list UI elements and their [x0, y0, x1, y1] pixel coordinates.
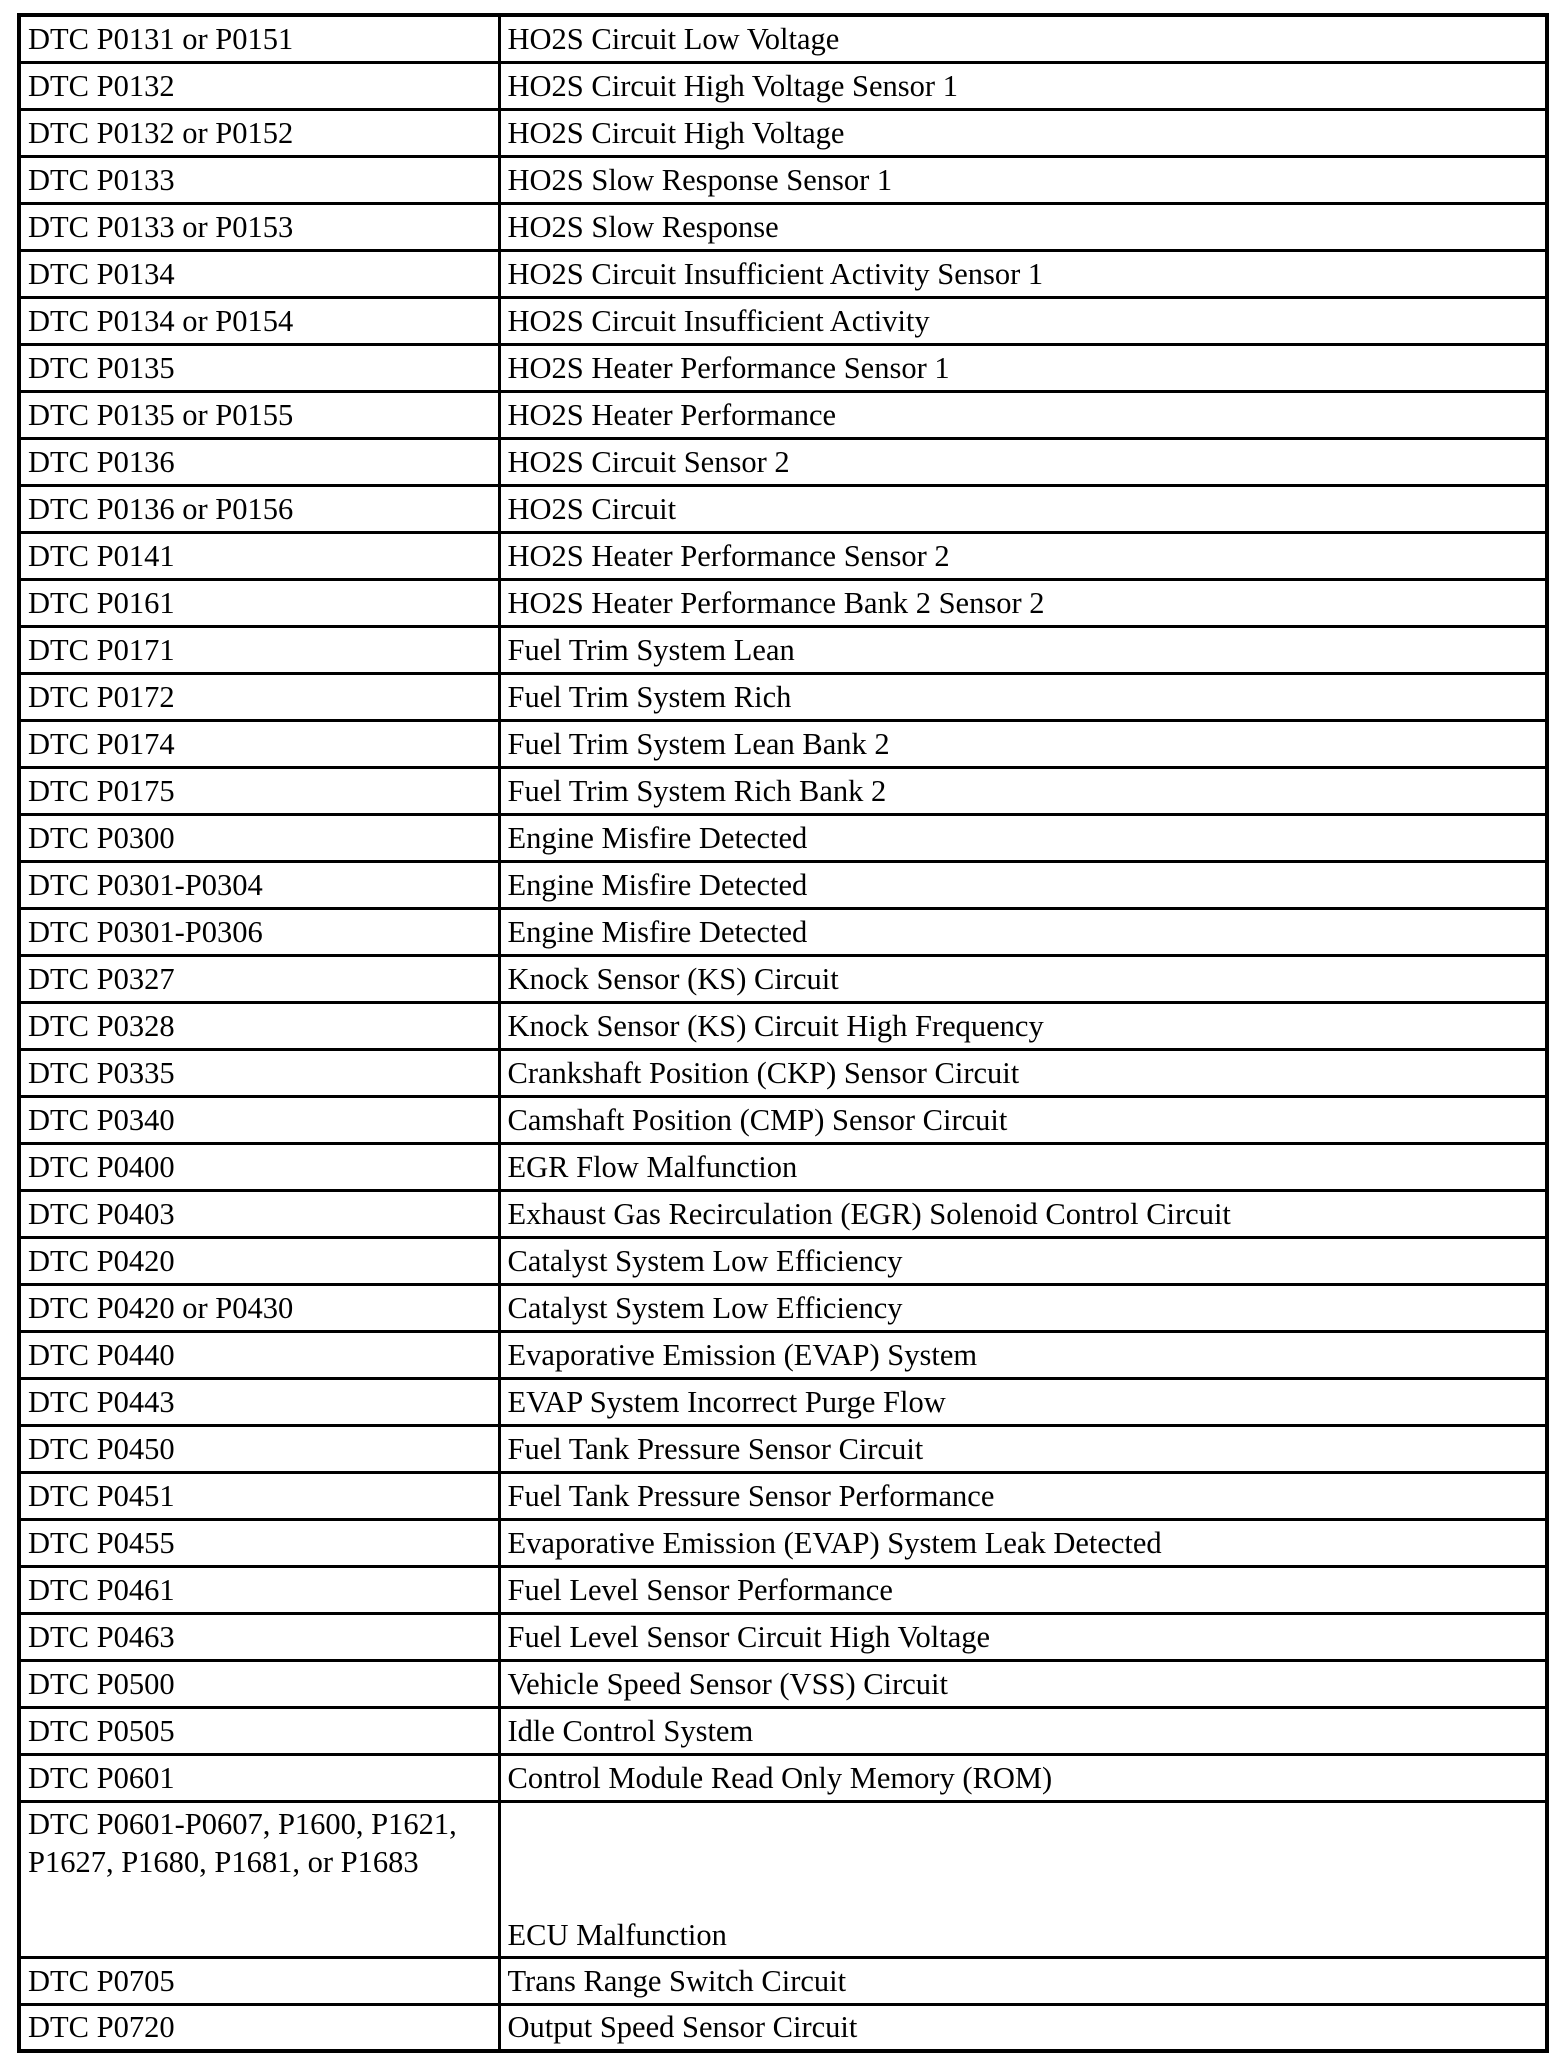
table-row: [19, 673, 1547, 720]
dtc-code-cell: DTC P0451: [19, 1472, 499, 1519]
dtc-description-cell: Vehicle Speed Sensor (VSS) Circuit: [499, 1660, 1547, 1707]
dtc-description-cell: Output Speed Sensor Circuit: [499, 2004, 1547, 2051]
dtc-description-cell: EVAP System Incorrect Purge Flow: [499, 1378, 1547, 1425]
dtc-description-cell: HO2S Slow Response: [499, 203, 1547, 250]
dtc-code-cell: DTC P0135 or P0155: [19, 391, 499, 438]
dtc-code-cell: DTC P0134 or P0154: [19, 297, 499, 344]
table-row: [19, 1096, 1547, 1143]
dtc-code-cell: DTC P0601-P0607, P1600, P1621, P1627, P1680, P1681, or P1683: [19, 1801, 499, 1957]
dtc-code-cell: DTC P0601: [19, 1754, 499, 1801]
dtc-description-cell: EGR Flow Malfunction: [499, 1143, 1547, 1190]
dtc-code-cell: DTC P0133: [19, 156, 499, 203]
dtc-code-cell: DTC P0461: [19, 1566, 499, 1613]
table-row: [19, 532, 1547, 579]
table-row: [19, 908, 1547, 955]
dtc-code-cell: DTC P0136 or P0156: [19, 485, 499, 532]
table-row: [19, 438, 1547, 485]
table-row: [19, 1190, 1547, 1237]
dtc-description-cell: Idle Control System: [499, 1707, 1547, 1754]
dtc-description-cell: HO2S Circuit High Voltage Sensor 1: [499, 62, 1547, 109]
dtc-description-cell: HO2S Circuit: [499, 485, 1547, 532]
table-row: [19, 1613, 1547, 1660]
dtc-code-cell: DTC P0327: [19, 955, 499, 1002]
table-row: [19, 391, 1547, 438]
dtc-description-cell: HO2S Circuit High Voltage: [499, 109, 1547, 156]
table-row: [19, 1707, 1547, 1754]
table-row: [19, 2004, 1547, 2051]
dtc-description-cell: Knock Sensor (KS) Circuit High Frequency: [499, 1002, 1547, 1049]
table-row: [19, 1237, 1547, 1284]
table-row: [19, 62, 1547, 109]
dtc-code-cell: DTC P0301-P0306: [19, 908, 499, 955]
dtc-description-cell: HO2S Circuit Low Voltage: [499, 15, 1547, 62]
table-row: [19, 1754, 1547, 1801]
dtc-description-cell: HO2S Circuit Insufficient Activity Sensor 1: [499, 250, 1547, 297]
table-row: [19, 250, 1547, 297]
dtc-code-cell: DTC P0132 or P0152: [19, 109, 499, 156]
table-row: [19, 1801, 1547, 1957]
table-row: [19, 1660, 1547, 1707]
table-row: [19, 485, 1547, 532]
dtc-description-cell: HO2S Circuit Sensor 2: [499, 438, 1547, 485]
table-row: [19, 861, 1547, 908]
table-row: [19, 1143, 1547, 1190]
dtc-code-table: [17, 13, 1549, 2053]
table-row: [19, 1472, 1547, 1519]
dtc-code-cell: DTC P0420 or P0430: [19, 1284, 499, 1331]
dtc-description-cell: Knock Sensor (KS) Circuit: [499, 955, 1547, 1002]
dtc-description-cell: HO2S Heater Performance Sensor 1: [499, 344, 1547, 391]
dtc-code-cell: DTC P0443: [19, 1378, 499, 1425]
dtc-description-cell: HO2S Heater Performance Sensor 2: [499, 532, 1547, 579]
dtc-description-cell: Control Module Read Only Memory (ROM): [499, 1754, 1547, 1801]
dtc-code-cell: DTC P0705: [19, 1957, 499, 2004]
dtc-code-cell: DTC P0301-P0304: [19, 861, 499, 908]
dtc-description-cell: Crankshaft Position (CKP) Sensor Circuit: [499, 1049, 1547, 1096]
dtc-code-cell: DTC P0335: [19, 1049, 499, 1096]
dtc-code-cell: DTC P0463: [19, 1613, 499, 1660]
dtc-code-cell: DTC P0450: [19, 1425, 499, 1472]
dtc-code-cell: DTC P0420: [19, 1237, 499, 1284]
table-row: [19, 1566, 1547, 1613]
dtc-code-cell: DTC P0175: [19, 767, 499, 814]
dtc-code-cell: DTC P0400: [19, 1143, 499, 1190]
table-row: [19, 156, 1547, 203]
dtc-description-cell: Fuel Tank Pressure Sensor Performance: [499, 1472, 1547, 1519]
dtc-code-cell: DTC P0328: [19, 1002, 499, 1049]
dtc-table-body: [19, 15, 1547, 2051]
dtc-code-cell: DTC P0500: [19, 1660, 499, 1707]
dtc-description-cell: Fuel Trim System Lean Bank 2: [499, 720, 1547, 767]
dtc-code-cell: DTC P0720: [19, 2004, 499, 2051]
dtc-description-cell: HO2S Slow Response Sensor 1: [499, 156, 1547, 203]
dtc-code-cell: DTC P0171: [19, 626, 499, 673]
dtc-description-cell: Catalyst System Low Efficiency: [499, 1284, 1547, 1331]
table-row: [19, 1957, 1547, 2004]
dtc-code-cell: DTC P0161: [19, 579, 499, 626]
dtc-description-cell: Fuel Tank Pressure Sensor Circuit: [499, 1425, 1547, 1472]
dtc-description-cell: Trans Range Switch Circuit: [499, 1957, 1547, 2004]
dtc-description-cell: Fuel Level Sensor Circuit High Voltage: [499, 1613, 1547, 1660]
dtc-description-cell: Engine Misfire Detected: [499, 814, 1547, 861]
table-row: [19, 579, 1547, 626]
dtc-description-cell: Catalyst System Low Efficiency: [499, 1237, 1547, 1284]
dtc-code-cell: DTC P0131 or P0151: [19, 15, 499, 62]
dtc-code-cell: DTC P0403: [19, 1190, 499, 1237]
table-row: [19, 109, 1547, 156]
dtc-code-cell: DTC P0440: [19, 1331, 499, 1378]
table-row: [19, 1519, 1547, 1566]
dtc-description-cell: Fuel Level Sensor Performance: [499, 1566, 1547, 1613]
dtc-description-cell: Camshaft Position (CMP) Sensor Circuit: [499, 1096, 1547, 1143]
dtc-code-cell: DTC P0134: [19, 250, 499, 297]
table-row: [19, 1378, 1547, 1425]
dtc-code-cell: DTC P0172: [19, 673, 499, 720]
dtc-code-cell: DTC P0132: [19, 62, 499, 109]
table-row: [19, 1284, 1547, 1331]
dtc-description-cell: HO2S Circuit Insufficient Activity: [499, 297, 1547, 344]
dtc-description-cell: ECU Malfunction: [499, 1801, 1547, 1957]
dtc-description-cell: HO2S Heater Performance Bank 2 Sensor 2: [499, 579, 1547, 626]
table-row: [19, 955, 1547, 1002]
table-row: [19, 344, 1547, 391]
table-row: [19, 1002, 1547, 1049]
dtc-description-cell: HO2S Heater Performance: [499, 391, 1547, 438]
table-row: [19, 1049, 1547, 1096]
dtc-description-cell: Engine Misfire Detected: [499, 861, 1547, 908]
dtc-description-cell: Exhaust Gas Recirculation (EGR) Solenoid Control Circuit: [499, 1190, 1547, 1237]
dtc-code-cell: DTC P0505: [19, 1707, 499, 1754]
dtc-code-cell: DTC P0300: [19, 814, 499, 861]
dtc-code-cell: DTC P0135: [19, 344, 499, 391]
table-row: [19, 15, 1547, 62]
table-row: [19, 814, 1547, 861]
dtc-code-cell: DTC P0174: [19, 720, 499, 767]
dtc-code-cell: DTC P0455: [19, 1519, 499, 1566]
table-row: [19, 720, 1547, 767]
dtc-description-cell: Fuel Trim System Rich: [499, 673, 1547, 720]
table-row: [19, 767, 1547, 814]
dtc-description-cell: Evaporative Emission (EVAP) System Leak Detected: [499, 1519, 1547, 1566]
table-row: [19, 297, 1547, 344]
dtc-description-cell: Evaporative Emission (EVAP) System: [499, 1331, 1547, 1378]
dtc-description-cell: Fuel Trim System Rich Bank 2: [499, 767, 1547, 814]
table-row: [19, 1331, 1547, 1378]
dtc-description-cell: Engine Misfire Detected: [499, 908, 1547, 955]
dtc-description-cell: Fuel Trim System Lean: [499, 626, 1547, 673]
dtc-code-cell: DTC P0340: [19, 1096, 499, 1143]
dtc-code-cell: DTC P0141: [19, 532, 499, 579]
dtc-code-cell: DTC P0133 or P0153: [19, 203, 499, 250]
table-row: [19, 203, 1547, 250]
table-row: [19, 1425, 1547, 1472]
table-row: [19, 626, 1547, 673]
dtc-code-cell: DTC P0136: [19, 438, 499, 485]
